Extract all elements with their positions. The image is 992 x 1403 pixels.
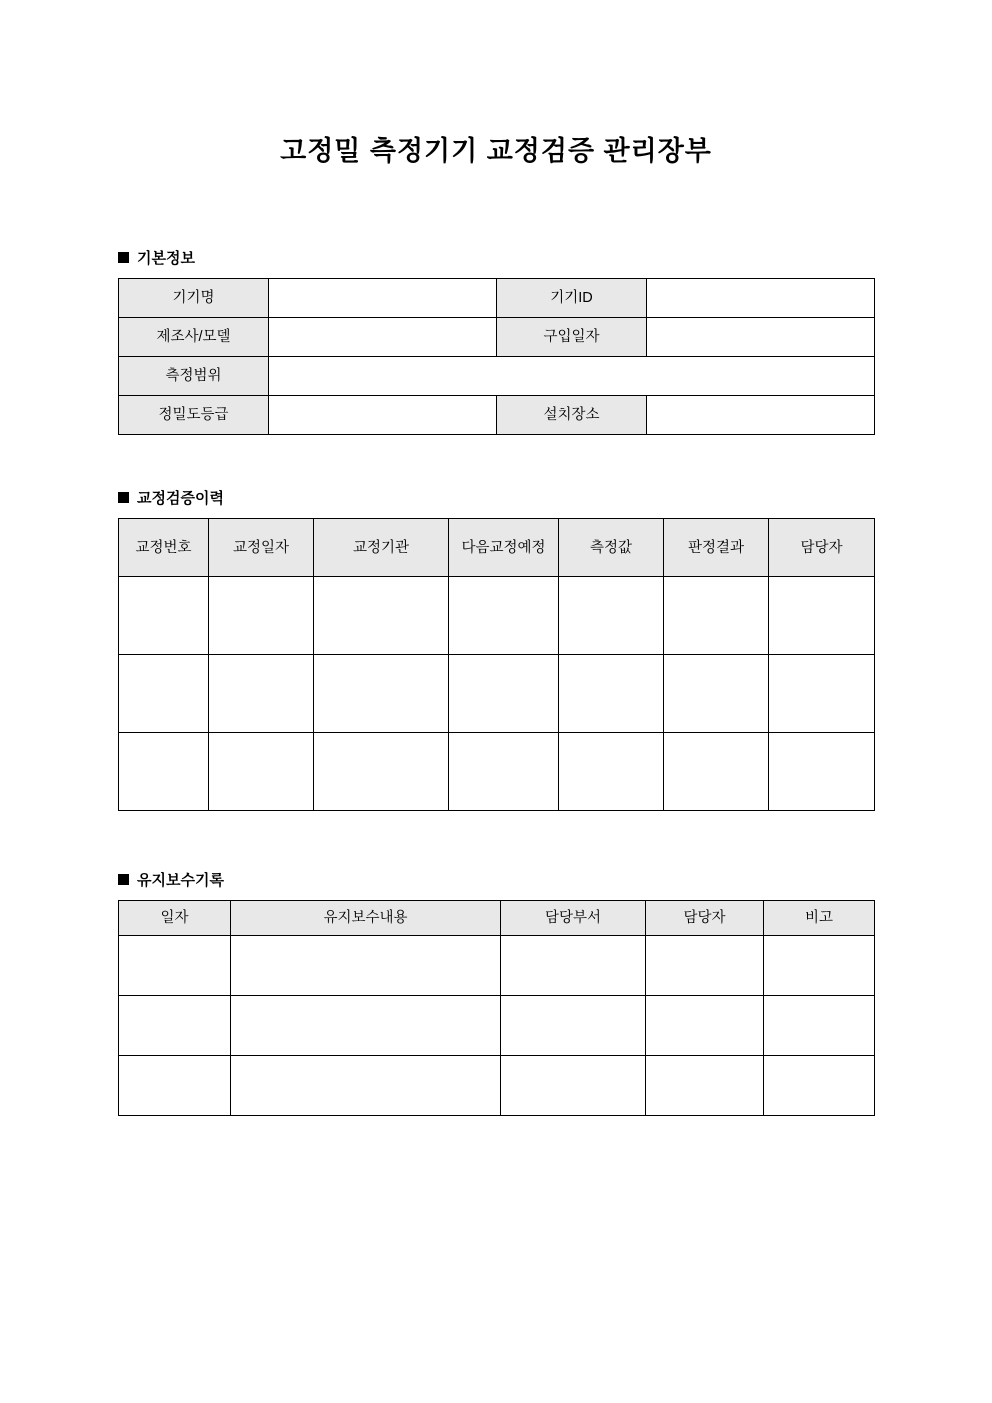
field-value[interactable]	[647, 279, 875, 318]
field-value[interactable]	[269, 318, 497, 357]
column-header: 측정값	[559, 519, 664, 577]
section-basic-info	[0, 167, 992, 435]
table-cell[interactable]	[559, 655, 664, 733]
field-label: 기기명	[119, 279, 269, 318]
table-cell[interactable]	[764, 936, 875, 996]
field-label: 구입일자	[497, 318, 647, 357]
table-cell[interactable]	[764, 996, 875, 1056]
section-calibration-history	[0, 435, 992, 811]
table-row	[119, 996, 875, 1056]
field-value[interactable]	[269, 279, 497, 318]
bullet-square-icon	[118, 252, 129, 263]
section-heading-maintenance-record	[118, 869, 992, 890]
field-value[interactable]	[269, 396, 497, 435]
table-cell[interactable]	[119, 733, 209, 811]
table-cell[interactable]	[119, 1056, 231, 1116]
table-row	[119, 396, 875, 435]
field-label: 측정범위	[119, 357, 269, 396]
table-cell[interactable]	[119, 996, 231, 1056]
table-row	[119, 357, 875, 396]
field-label: 제조사/모델	[119, 318, 269, 357]
table-cell[interactable]	[501, 996, 646, 1056]
section-heading-label: 유지보수기록	[137, 872, 224, 890]
table-cell[interactable]	[119, 577, 209, 655]
table-row	[119, 318, 875, 357]
calibration-history-table	[118, 518, 875, 811]
field-label: 정밀도등급	[119, 396, 269, 435]
column-header: 교정번호	[119, 519, 209, 577]
table-cell[interactable]	[559, 733, 664, 811]
bullet-square-icon	[118, 492, 129, 503]
field-label: 기기ID	[497, 279, 647, 318]
table-cell[interactable]	[646, 1056, 764, 1116]
table-cell[interactable]	[646, 996, 764, 1056]
section-heading-label: 기본정보	[137, 250, 195, 268]
basic-info-table	[118, 278, 875, 435]
table-header-row	[119, 901, 875, 936]
table-row	[119, 1056, 875, 1116]
table-row	[119, 279, 875, 318]
table-cell[interactable]	[501, 1056, 646, 1116]
table-cell[interactable]	[664, 733, 769, 811]
column-header: 다음교정예정	[449, 519, 559, 577]
table-cell[interactable]	[769, 577, 875, 655]
table-row	[119, 936, 875, 996]
table-row	[119, 733, 875, 811]
table-header-row	[119, 519, 875, 577]
table-cell[interactable]	[646, 936, 764, 996]
table-cell[interactable]	[209, 733, 314, 811]
table-cell[interactable]	[449, 577, 559, 655]
table-cell[interactable]	[231, 936, 501, 996]
table-cell[interactable]	[769, 655, 875, 733]
field-value[interactable]	[647, 396, 875, 435]
table-cell[interactable]	[449, 733, 559, 811]
column-header: 유지보수내용	[231, 901, 501, 936]
section-maintenance-record	[0, 811, 992, 1116]
table-cell[interactable]	[314, 733, 449, 811]
table-cell[interactable]	[314, 577, 449, 655]
column-header: 교정기관	[314, 519, 449, 577]
column-header: 비고	[764, 901, 875, 936]
section-heading-label: 교정검증이력	[137, 490, 224, 508]
table-cell[interactable]	[664, 655, 769, 733]
field-value[interactable]	[269, 357, 875, 396]
table-row	[119, 577, 875, 655]
maintenance-record-table	[118, 900, 875, 1116]
page-title: 고정밀 측정기기 교정검증 관리장부	[280, 136, 712, 166]
table-cell[interactable]	[449, 655, 559, 733]
table-cell[interactable]	[559, 577, 664, 655]
column-header: 판정결과	[664, 519, 769, 577]
bullet-square-icon	[118, 874, 129, 885]
table-cell[interactable]	[314, 655, 449, 733]
table-cell[interactable]	[664, 577, 769, 655]
table-cell[interactable]	[119, 655, 209, 733]
table-row	[119, 655, 875, 733]
column-header: 일자	[119, 901, 231, 936]
column-header: 담당부서	[501, 901, 646, 936]
section-heading-calibration-history	[118, 487, 992, 508]
table-cell[interactable]	[209, 577, 314, 655]
table-cell[interactable]	[209, 655, 314, 733]
column-header: 교정일자	[209, 519, 314, 577]
table-cell[interactable]	[231, 996, 501, 1056]
field-label: 설치장소	[497, 396, 647, 435]
column-header: 담당자	[646, 901, 764, 936]
table-cell[interactable]	[769, 733, 875, 811]
column-header: 담당자	[769, 519, 875, 577]
table-cell[interactable]	[501, 936, 646, 996]
section-heading-basic-info	[118, 247, 992, 268]
field-value[interactable]	[647, 318, 875, 357]
table-cell[interactable]	[764, 1056, 875, 1116]
table-cell[interactable]	[119, 936, 231, 996]
table-cell[interactable]	[231, 1056, 501, 1116]
